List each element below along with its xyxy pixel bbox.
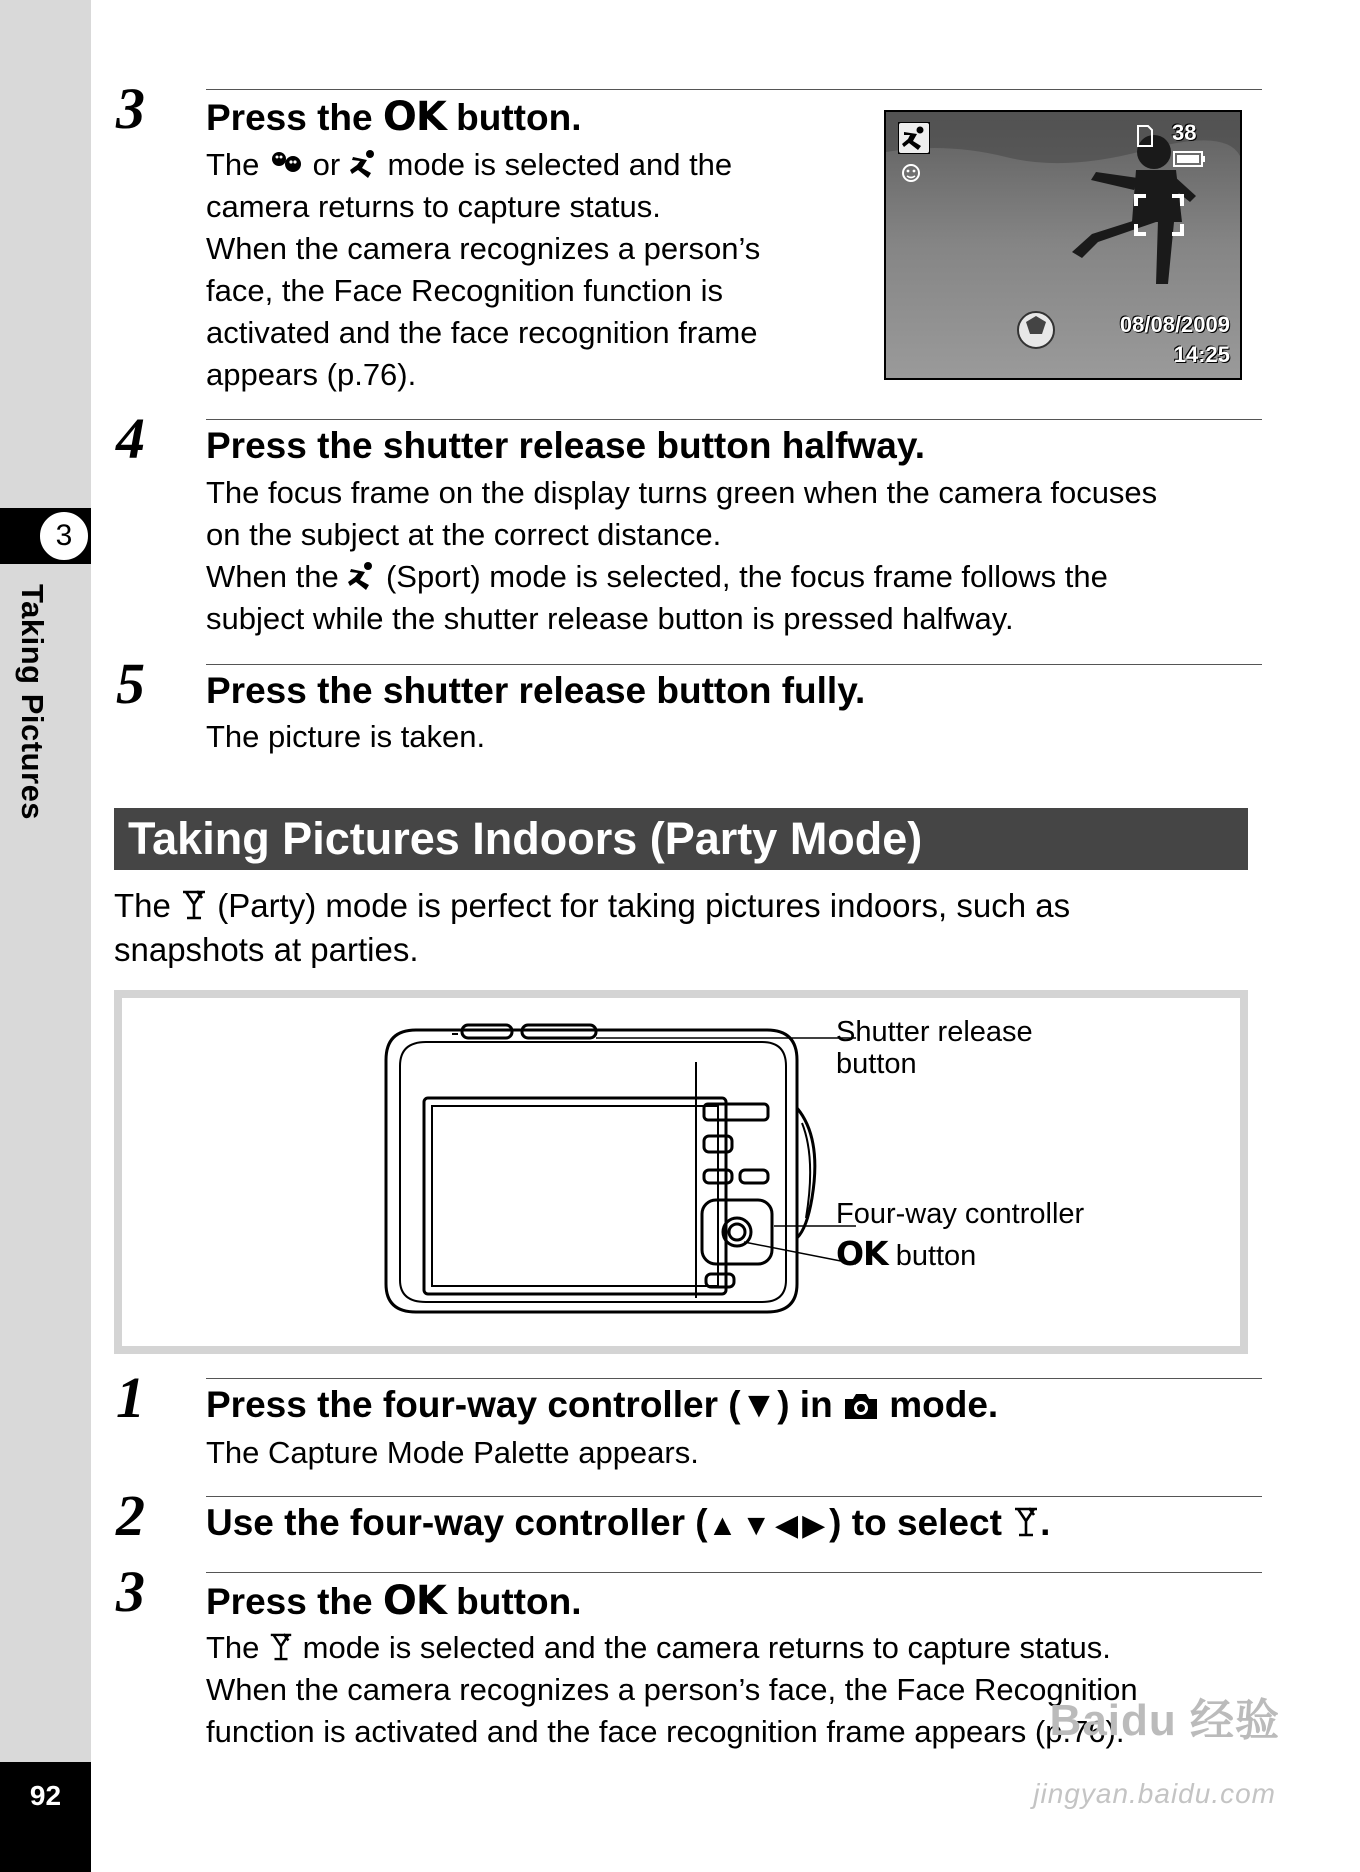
step-title: Press the OK button. — [206, 1578, 582, 1624]
ok-symbol: OK — [382, 94, 446, 140]
chapter-number: 3 — [38, 510, 90, 562]
step-divider — [206, 89, 1262, 90]
memory-card-icon — [1136, 124, 1154, 148]
step-body: The focus frame on the display turns green when the camera focuses on the subject at the correct distance. When the (Sport) mode is selected, the focus frame follows the subject while the shutter release button is pressed halfway. — [206, 472, 1246, 640]
step-number: 2 — [116, 1483, 145, 1548]
camera-back-illustration — [122, 998, 1240, 1346]
section-intro: The (Party) mode is perfect for taking pictures indoors, such as snapshots at parties. — [114, 887, 1071, 968]
step-divider — [206, 419, 1262, 420]
body-line: on the subject at the correct distance. — [206, 517, 722, 552]
body-line: face, the Face Recognition function is — [206, 273, 723, 308]
body-line: subject while the shutter release button is pressed halfway. — [206, 601, 1014, 636]
step-title: Press the shutter release button halfway. — [206, 425, 925, 466]
step-number: 3 — [116, 76, 145, 141]
callout-four-way-controller: Four-way controller — [836, 1198, 1085, 1230]
callout-ok-button: OK button — [836, 1234, 977, 1273]
step-divider — [206, 1572, 1262, 1573]
step-body: The mode is selected and the camera returns to capture status. When the camera recognizes a person’s face, the Face Recognition function is activated and the face recognition frame appears (p.76). — [206, 1627, 1246, 1753]
lcd-preview-photo — [884, 110, 1242, 380]
chapter-sidebar — [0, 0, 91, 1872]
body-line: camera returns to capture status. — [206, 189, 661, 224]
step-divider — [206, 664, 1262, 665]
step-title: Press the shutter release button fully. — [206, 670, 866, 711]
section-title: Taking Pictures Indoors (Party Mode) — [114, 808, 1248, 870]
kids-mode-icon — [268, 149, 304, 179]
body-line: The focus frame on the display turns green when the camera focuses — [206, 475, 1158, 510]
watermark-logo: Baidu 经验 — [1049, 1696, 1280, 1745]
camera-diagram — [114, 990, 1248, 1354]
body-line: When the camera recognizes a person’s — [206, 231, 761, 266]
sport-mode-indicator-icon — [898, 122, 930, 154]
step-number: 5 — [116, 651, 145, 716]
step-divider — [206, 1378, 1262, 1379]
party-mode-icon — [180, 889, 208, 921]
preview-time: 14:25 — [1173, 342, 1230, 367]
body-line: activated and the face recognition frame — [206, 315, 758, 350]
ok-symbol: OK — [382, 1578, 446, 1624]
body-line: appears (p.76). — [206, 357, 417, 392]
step-title: Press the four-way controller (▼) in mode. — [206, 1384, 999, 1425]
body-line: When the camera recognizes a person’s face, the Face Recognition — [206, 1672, 1138, 1707]
callout-shutter-release: Shutter release button — [836, 1016, 1033, 1080]
body-line: The picture is taken. — [206, 719, 486, 754]
battery-icon — [1172, 150, 1206, 168]
body-line: function is activated and the face recognition frame appears (p.76). — [206, 1714, 1125, 1749]
step-body: The or mode is selected and the camera returns to capture status. When the camera recognizes a person’s face, the Face Recognition function is activated and the face recognition frame appears (p.76). — [206, 144, 846, 396]
shots-remaining: 38 — [1172, 120, 1197, 145]
face-recognition-frame — [1132, 192, 1186, 238]
chapter-title: Taking Pictures — [15, 584, 50, 821]
body-line: The Capture Mode Palette appears. — [206, 1435, 699, 1470]
step-divider — [206, 1496, 1262, 1497]
watermark-url: jingyan.baidu.com — [1033, 1778, 1276, 1809]
party-mode-icon — [1012, 1505, 1040, 1539]
step-number: 1 — [116, 1365, 145, 1430]
step-number: 4 — [116, 406, 145, 471]
camera-mode-icon — [843, 1391, 879, 1421]
preview-date: 08/08/2009 — [1119, 312, 1230, 337]
sport-mode-icon — [347, 561, 377, 591]
step-body — [206, 716, 1246, 758]
step-title: Use the four-way controller (▲▼◀▶) to select . — [206, 1502, 1051, 1543]
step-number: 3 — [116, 1559, 145, 1624]
party-mode-icon — [268, 1632, 294, 1662]
face-detect-icon — [900, 162, 922, 184]
sport-mode-icon — [349, 149, 379, 179]
page-number: 92 — [0, 1762, 91, 1872]
step-body — [206, 1432, 1246, 1474]
step-title: Press the OK button. — [206, 94, 582, 140]
